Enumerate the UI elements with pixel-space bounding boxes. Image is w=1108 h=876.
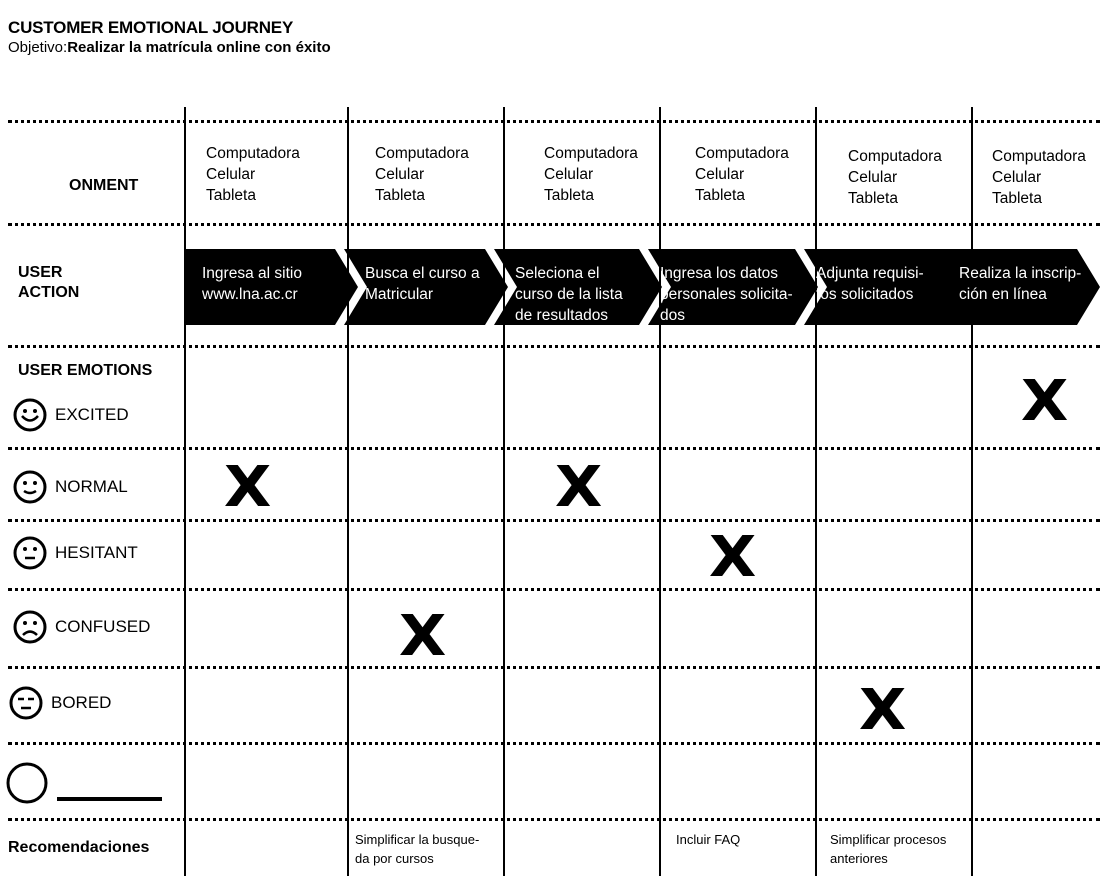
emotion-mark: X: [708, 525, 757, 590]
environment-cell: Computadora Celular Tableta: [848, 148, 942, 207]
emotion-bored: [9, 686, 111, 720]
objective-label: Objetivo:: [8, 39, 68, 56]
user-emotions-row-label: USER EMOTIONS: [18, 362, 153, 379]
environment-cell: Computadora Celular Tableta: [544, 145, 638, 204]
environment-cell: Computadora Celular Tableta: [206, 145, 300, 204]
frown-face-icon: [13, 610, 47, 644]
slight-smile-face-icon: [13, 470, 47, 504]
emotion-normal: [13, 470, 128, 504]
emotion-mark: X: [858, 678, 907, 743]
step-label: Ingresa al sitio www.lna.ac.cr: [202, 265, 302, 303]
bored-face-icon: [9, 686, 43, 720]
emotion-label: HESITANT: [55, 543, 138, 562]
recommendation-cell: Simplificar la busque- da por cursos: [355, 832, 480, 866]
emotion-label: CONFUSED: [55, 617, 151, 636]
emotion-mark: X: [554, 455, 603, 520]
emotion-hesitant: [13, 536, 138, 570]
user-action-row-label: USER ACTION: [18, 264, 80, 301]
chart-title: CUSTOMER EMOTIONAL JOURNEY: [8, 18, 294, 37]
emotion-confused: [13, 610, 150, 644]
environment-cell: Computadora Celular Tableta: [375, 145, 469, 204]
environment-cell: Computadora Celular Tableta: [695, 145, 789, 204]
empty-face-icon: [5, 761, 49, 805]
environment-cell: Computadora Celular Tableta: [992, 148, 1086, 207]
recommendation-cell: Simplificar procesos anteriores: [830, 832, 947, 866]
objective-value: Realizar la matrícula online con éxito: [67, 39, 331, 56]
recommendation-cell: Incluir FAQ: [676, 832, 741, 847]
blank-emotion-line: [57, 797, 162, 801]
emotion-label: NORMAL: [55, 477, 128, 496]
emotion-mark: X: [398, 604, 447, 669]
emotion-mark: X: [1020, 369, 1069, 434]
environment-row-label: ONMENT: [69, 177, 139, 194]
step-label: Seleciona el curso de la lista de resultados: [515, 265, 623, 324]
neutral-face-icon: [13, 536, 47, 570]
step-label: Ingresa los datos personales solicita- dos: [660, 265, 793, 324]
emotion-label: EXCITED: [55, 405, 129, 424]
step-label: Adjunta requisi- tos solicitados: [816, 265, 924, 303]
step-label: Realiza la inscrip- ción en línea: [959, 265, 1082, 303]
step-label: Busca el curso a Matricular: [365, 265, 480, 303]
smile-face-icon: [13, 398, 47, 432]
recommendations-row-label: Recomendaciones: [8, 839, 150, 856]
emotion-mark: X: [223, 455, 272, 520]
emotion-label: BORED: [51, 693, 112, 712]
emotion-excited: [13, 398, 129, 432]
